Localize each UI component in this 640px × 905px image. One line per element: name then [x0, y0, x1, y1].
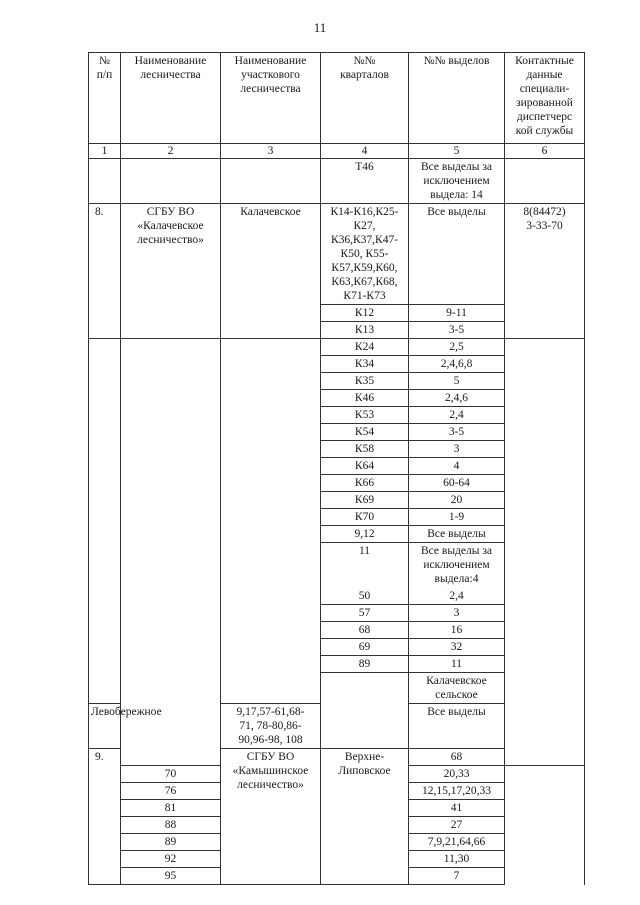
quarter-cell: К46: [321, 390, 409, 407]
empty-cell: [221, 339, 321, 704]
divisions-cell: 20,33: [409, 766, 505, 783]
divisions-cell: 11,30: [409, 851, 505, 868]
quarter-cell: К13: [321, 322, 409, 339]
quarter-cell: К54: [321, 424, 409, 441]
divisions-cell: 2,4,6,8: [409, 356, 505, 373]
divisions-cell: Все выделы за исключением выдела: 14: [409, 159, 505, 204]
quarter-cell: К14-К16,К25- К27, К36,К37,К47- К50, К55- К57,К59,К60, К63,К67,К68, К71-К73: [321, 204, 409, 305]
quarter-cell: 92: [121, 851, 221, 868]
quarter-cell: К24: [321, 339, 409, 356]
contact-cell: 8(84472) 3-33-70: [505, 204, 585, 339]
header-cell: №№ выделов: [409, 53, 505, 144]
empty-cell: [505, 159, 585, 204]
divisions-cell: 1-9: [409, 509, 505, 526]
quarter-cell: 89: [321, 656, 409, 673]
divisions-value: Все выделы за исключением выдела:4: [421, 545, 492, 585]
divisions-cell: 16: [409, 622, 505, 639]
divisions-cell: 60-64: [409, 475, 505, 492]
header-cell: №№ кварталов: [321, 53, 409, 144]
column-number: 2: [121, 144, 221, 159]
empty-cell: [321, 673, 409, 749]
header-row: [89, 53, 585, 144]
empty-cell: [121, 159, 221, 204]
table-row: [89, 204, 585, 305]
divisions-cell: Все выделы: [409, 526, 505, 543]
quarter-value: 50: [358, 590, 371, 602]
page-number: 11: [313, 20, 327, 35]
quarter-cell: 57: [321, 605, 409, 622]
divisions-cell: 41: [409, 800, 505, 817]
divisions-cell: 2,5: [409, 339, 505, 356]
subforestry-name: Левобережное: [89, 704, 121, 749]
quarter-cell: Т46: [321, 159, 409, 204]
column-number-row: [89, 144, 585, 159]
quarter-cell: К69: [321, 492, 409, 509]
subforestry-name: Калачевское: [221, 204, 321, 339]
quarter-cell: К35: [321, 373, 409, 390]
quarter-cell: К64: [321, 458, 409, 475]
forestry-name: СГБУ ВО «Камышинское лесничество»: [221, 749, 321, 885]
divisions-cell: 32: [409, 639, 505, 656]
subforestry-name: Верхне- Липовское: [321, 749, 409, 885]
quarter-cell: К12: [321, 305, 409, 322]
quarter-cell: 9,12: [321, 526, 409, 543]
divisions-cell: 2,4: [409, 407, 505, 424]
quarter-cell: 69: [321, 639, 409, 656]
header-cell: Наименование участкового лесничества: [221, 53, 321, 144]
row-number: 8.: [89, 204, 121, 339]
empty-cell: [89, 339, 121, 704]
divisions-cell: Все выделы: [409, 204, 505, 305]
divisions-cell: Все выделы: [409, 704, 505, 749]
divisions-cell: 3: [409, 605, 505, 622]
quarter-cell: 95: [121, 868, 221, 885]
empty-cell: [221, 159, 321, 204]
column-number: 5: [409, 144, 505, 159]
column-number: 1: [89, 144, 121, 159]
quarter-cell: 81: [121, 800, 221, 817]
quarter-cell: 68: [409, 749, 505, 766]
divisions-cell: [409, 543, 505, 605]
quarter-cell: 68: [321, 622, 409, 639]
header-cell: Контактные данные специали- зированной диспетчерс кой службы: [505, 53, 585, 144]
table-row: [89, 339, 585, 356]
forestry-name: СГБУ ВО «Калачевское лесничество»: [121, 204, 221, 339]
header-cell: Наименование лесничества: [121, 53, 221, 144]
column-number: 6: [505, 144, 585, 159]
quarter-cell: К34: [321, 356, 409, 373]
divisions-cell: 7,9,21,64,66: [409, 834, 505, 851]
divisions-cell: 9-11: [409, 305, 505, 322]
divisions-cell: 3-5: [409, 322, 505, 339]
divisions-cell: 20: [409, 492, 505, 509]
quarter-cell: К53: [321, 407, 409, 424]
divisions-cell: 4: [409, 458, 505, 475]
empty-cell: [121, 339, 221, 766]
quarter-cell: К70: [321, 509, 409, 526]
divisions-cell: 5: [409, 373, 505, 390]
quarter-cell: 9,17,57-61,68- 71, 78-80,86- 90,96-98, 108: [221, 704, 321, 749]
table-row: [89, 159, 585, 204]
quarter-value: 11: [358, 545, 371, 557]
divisions-value: 2,4: [449, 590, 464, 602]
quarter-cell: 76: [121, 783, 221, 800]
column-number: 4: [321, 144, 409, 159]
quarter-cell: 70: [121, 766, 221, 783]
quarter-cell: К58: [321, 441, 409, 458]
divisions-cell: 7: [409, 868, 505, 885]
divisions-cell: 27: [409, 817, 505, 834]
divisions-cell: 2,4,6: [409, 390, 505, 407]
row-number: 9.: [89, 749, 121, 885]
divisions-cell: 3-5: [409, 424, 505, 441]
divisions-cell: 11: [409, 656, 505, 673]
subforestry-name: Калачевское сельское: [409, 673, 505, 704]
column-number: 3: [221, 144, 321, 159]
empty-cell: [89, 159, 121, 204]
quarter-cell: [321, 543, 409, 605]
quarter-cell: 88: [121, 817, 221, 834]
divisions-cell: 12,15,17,20,33: [409, 783, 505, 800]
divisions-cell: 3: [409, 441, 505, 458]
empty-cell: [505, 339, 585, 766]
quarter-cell: 89: [121, 834, 221, 851]
header-cell: № п/п: [89, 53, 121, 144]
quarter-cell: К66: [321, 475, 409, 492]
forestry-table: [88, 52, 585, 885]
